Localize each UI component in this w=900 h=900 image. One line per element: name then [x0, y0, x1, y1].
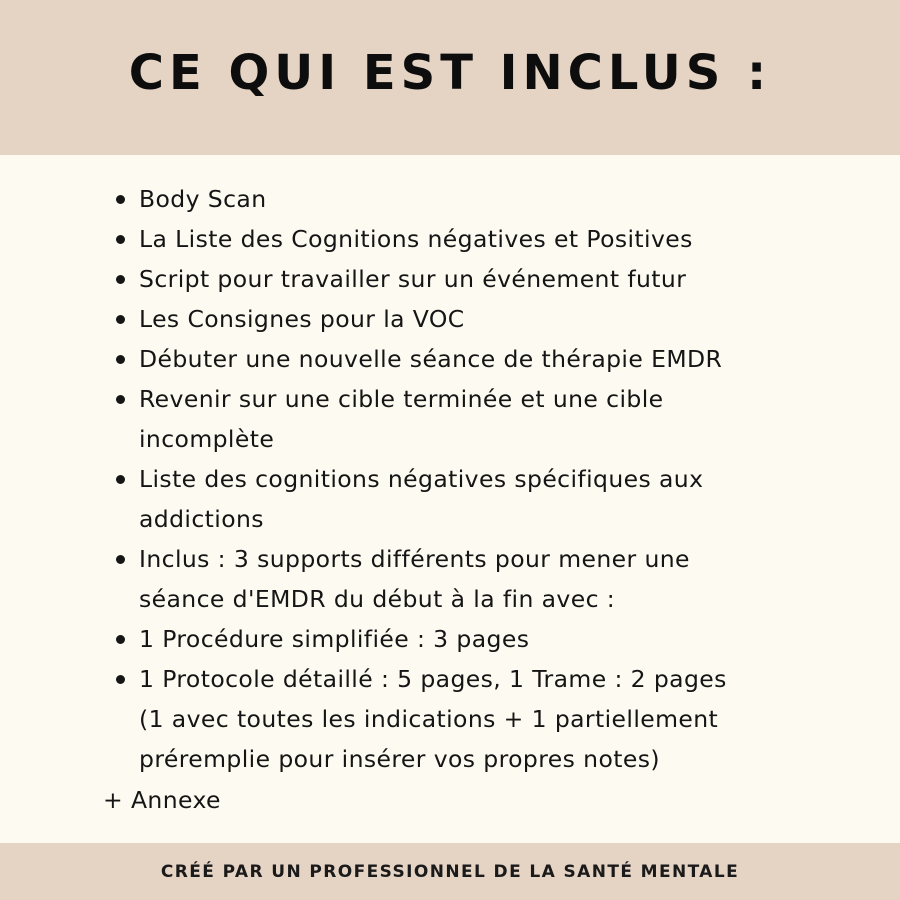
- content-area: [0, 155, 900, 843]
- list-item: [114, 459, 814, 539]
- bullet-icon: [116, 675, 125, 684]
- list-item: [114, 219, 814, 259]
- list-item-text: Les Consignes pour la VOC: [139, 305, 465, 333]
- list-item-text: La Liste des Cognitions négatives et Positives: [139, 225, 693, 253]
- bullet-icon: [116, 475, 125, 484]
- annex-note: + Annexe: [103, 786, 221, 814]
- list-item-text: Revenir sur une cible terminée et une cible incomplète: [139, 385, 664, 453]
- list-item-text: Inclus : 3 supports différents pour mener une séance d'EMDR du début à la fin avec :: [139, 545, 690, 613]
- list-item-text: 1 Procédure simplifiée : 3 pages: [139, 625, 530, 653]
- bullet-icon: [116, 195, 125, 204]
- included-items-list: [114, 179, 814, 779]
- bullet-icon: [116, 275, 125, 284]
- header-band: [0, 0, 900, 155]
- bullet-icon: [116, 355, 125, 364]
- list-item: [114, 619, 814, 659]
- list-item: [114, 379, 814, 459]
- list-item-text: 1 Protocole détaillé : 5 pages, 1 Trame : 2 pages (1 avec toutes les indications + 1 partiellement préremplie pour insérer vos propres notes): [139, 665, 727, 773]
- page-title: CE QUI EST INCLUS :: [128, 44, 772, 101]
- bullet-icon: [116, 555, 125, 564]
- list-item: [114, 179, 814, 219]
- bullet-icon: [116, 315, 125, 324]
- list-item-text: Débuter une nouvelle séance de thérapie EMDR: [139, 345, 723, 373]
- list-item-text: Liste des cognitions négatives spécifiques aux addictions: [139, 465, 704, 533]
- list-item: [114, 259, 814, 299]
- list-item-text: Body Scan: [139, 185, 267, 213]
- bullet-icon: [116, 235, 125, 244]
- footer-text: CRÉÉ PAR UN PROFESSIONNEL DE LA SANTÉ MENTALE: [160, 861, 740, 882]
- list-item: [114, 339, 814, 379]
- list-item: [114, 299, 814, 339]
- list-item: [114, 539, 814, 619]
- bullet-icon: [116, 635, 125, 644]
- list-item: [114, 659, 814, 779]
- bullet-icon: [116, 395, 125, 404]
- footer-band: [0, 843, 900, 900]
- list-item-text: Script pour travailler sur un événement futur: [139, 265, 687, 293]
